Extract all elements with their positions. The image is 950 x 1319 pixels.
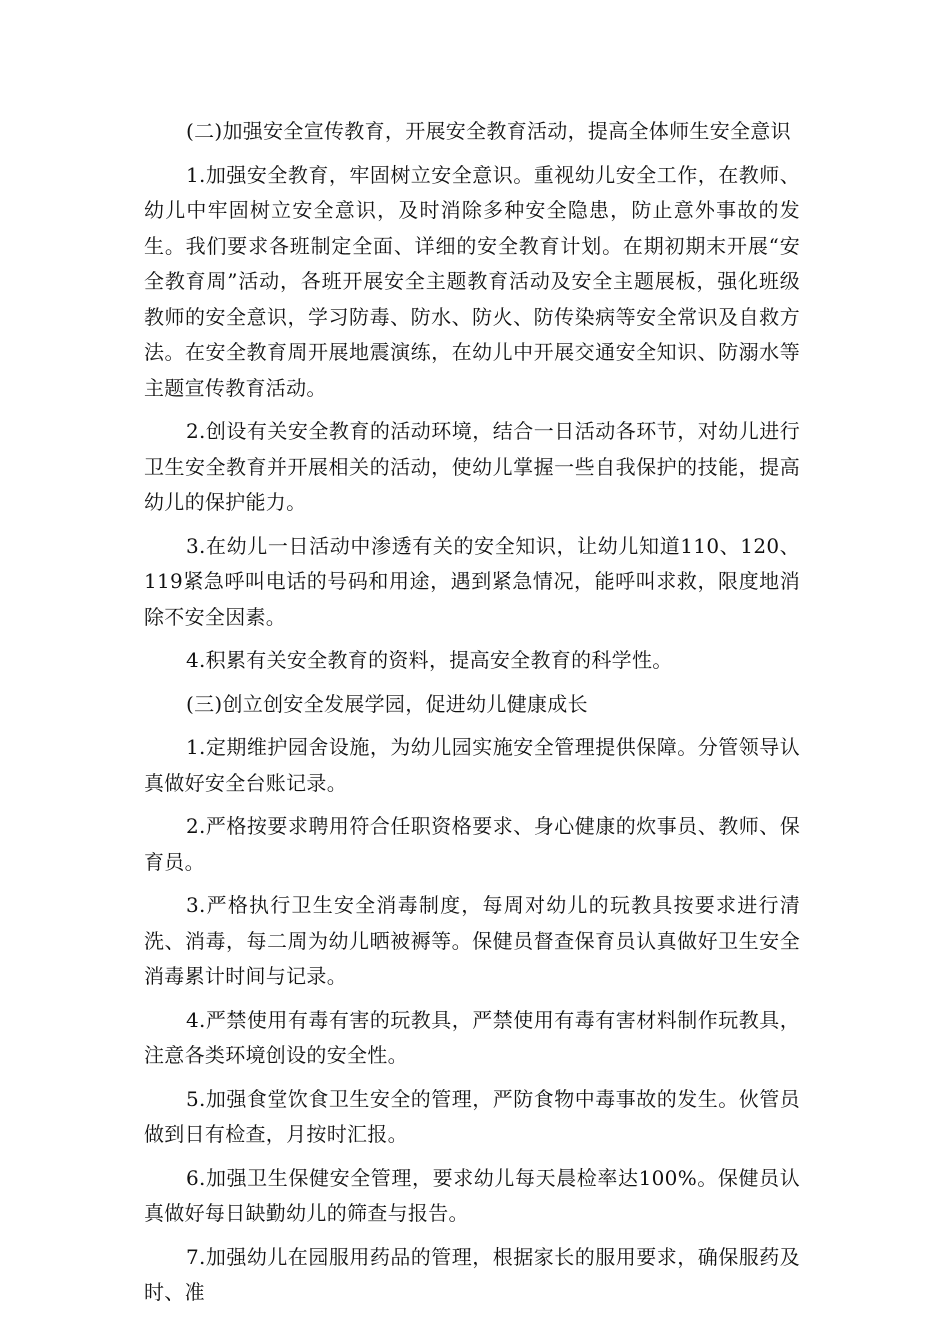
paragraph-3-7: 7.加强幼儿在园服用药品的管理，根据家长的服用要求，确保服药及时、准 <box>144 1244 800 1304</box>
paragraph-2-3: 3.在幼儿一日活动中渗透有关的安全知识，让幼儿知道110、120、119紧急呼叫电话的号码和用途，遇到紧急情况，能呼叫求救，限度地消除不安全因素。 <box>144 533 800 629</box>
paragraph-2-1: 1.加强安全教育，牢固树立安全意识。重视幼儿安全工作，在教师、幼儿中牢固树立安全意识，及时消除多种安全隐患，防止意外事故的发生。我们要求各班制定全面、详细的安全教育计划。在期初期末开展“安全教育周”活动，各班开展安全主题教育活动及安全主题展板，强化班级教师的安全意识，学习防毒、防水、防火、防传染病等安全常识及自救方法。在安全教育周开展地震演练，在幼儿中开展交通安全知识、防溺水等主题宣传教育活动。 <box>144 162 800 400</box>
paragraph-3-5: 5.加强食堂饮食卫生安全的管理，严防食物中毒事故的发生。伙管员做到日有检查，月按时汇报。 <box>144 1086 800 1146</box>
paragraph-2-4: 4.积累有关安全教育的资料，提高安全教育的科学性。 <box>186 648 673 672</box>
paragraph-3-3: 3.严格执行卫生安全消毒制度，每周对幼儿的玩教具按要求进行清洗、消毒，每二周为幼儿晒被褥等。保健员督查保育员认真做好卫生安全消毒累计时间与记录。 <box>144 893 800 988</box>
section-heading-2: (二)加强安全宣传教育，开展安全教育活动，提高全体师生安全意识 <box>186 119 791 143</box>
document-body <box>144 114 800 1319</box>
paragraph-2-2: 2.创设有关安全教育的活动环境，结合一日活动各环节，对幼儿进行卫生安全教育并开展相关的活动，使幼儿掌握一些自我保护的技能，提高幼儿的保护能力。 <box>144 419 800 514</box>
paragraph-3-2: 2.严格按要求聘用符合任职资格要求、身心健康的炊事员、教师、保育员。 <box>144 814 800 874</box>
paragraph-3-6: 6.加强卫生保健安全管理，要求幼儿每天晨检率达100%。保健员认真做好每日缺勤幼儿的筛查与报告。 <box>144 1165 800 1225</box>
paragraph-3-4: 4.严禁使用有毒有害的玩教具，严禁使用有毒有害材料制作玩教具，注意各类环境创设的安全性。 <box>144 1007 800 1067</box>
paragraph-3-1: 1.定期维护园舍设施，为幼儿园实施安全管理提供保障。分管领导认真做好安全台账记录。 <box>144 735 800 795</box>
section-heading-3: (三)创立创安全发展学园，促进幼儿健康成长 <box>186 691 588 716</box>
